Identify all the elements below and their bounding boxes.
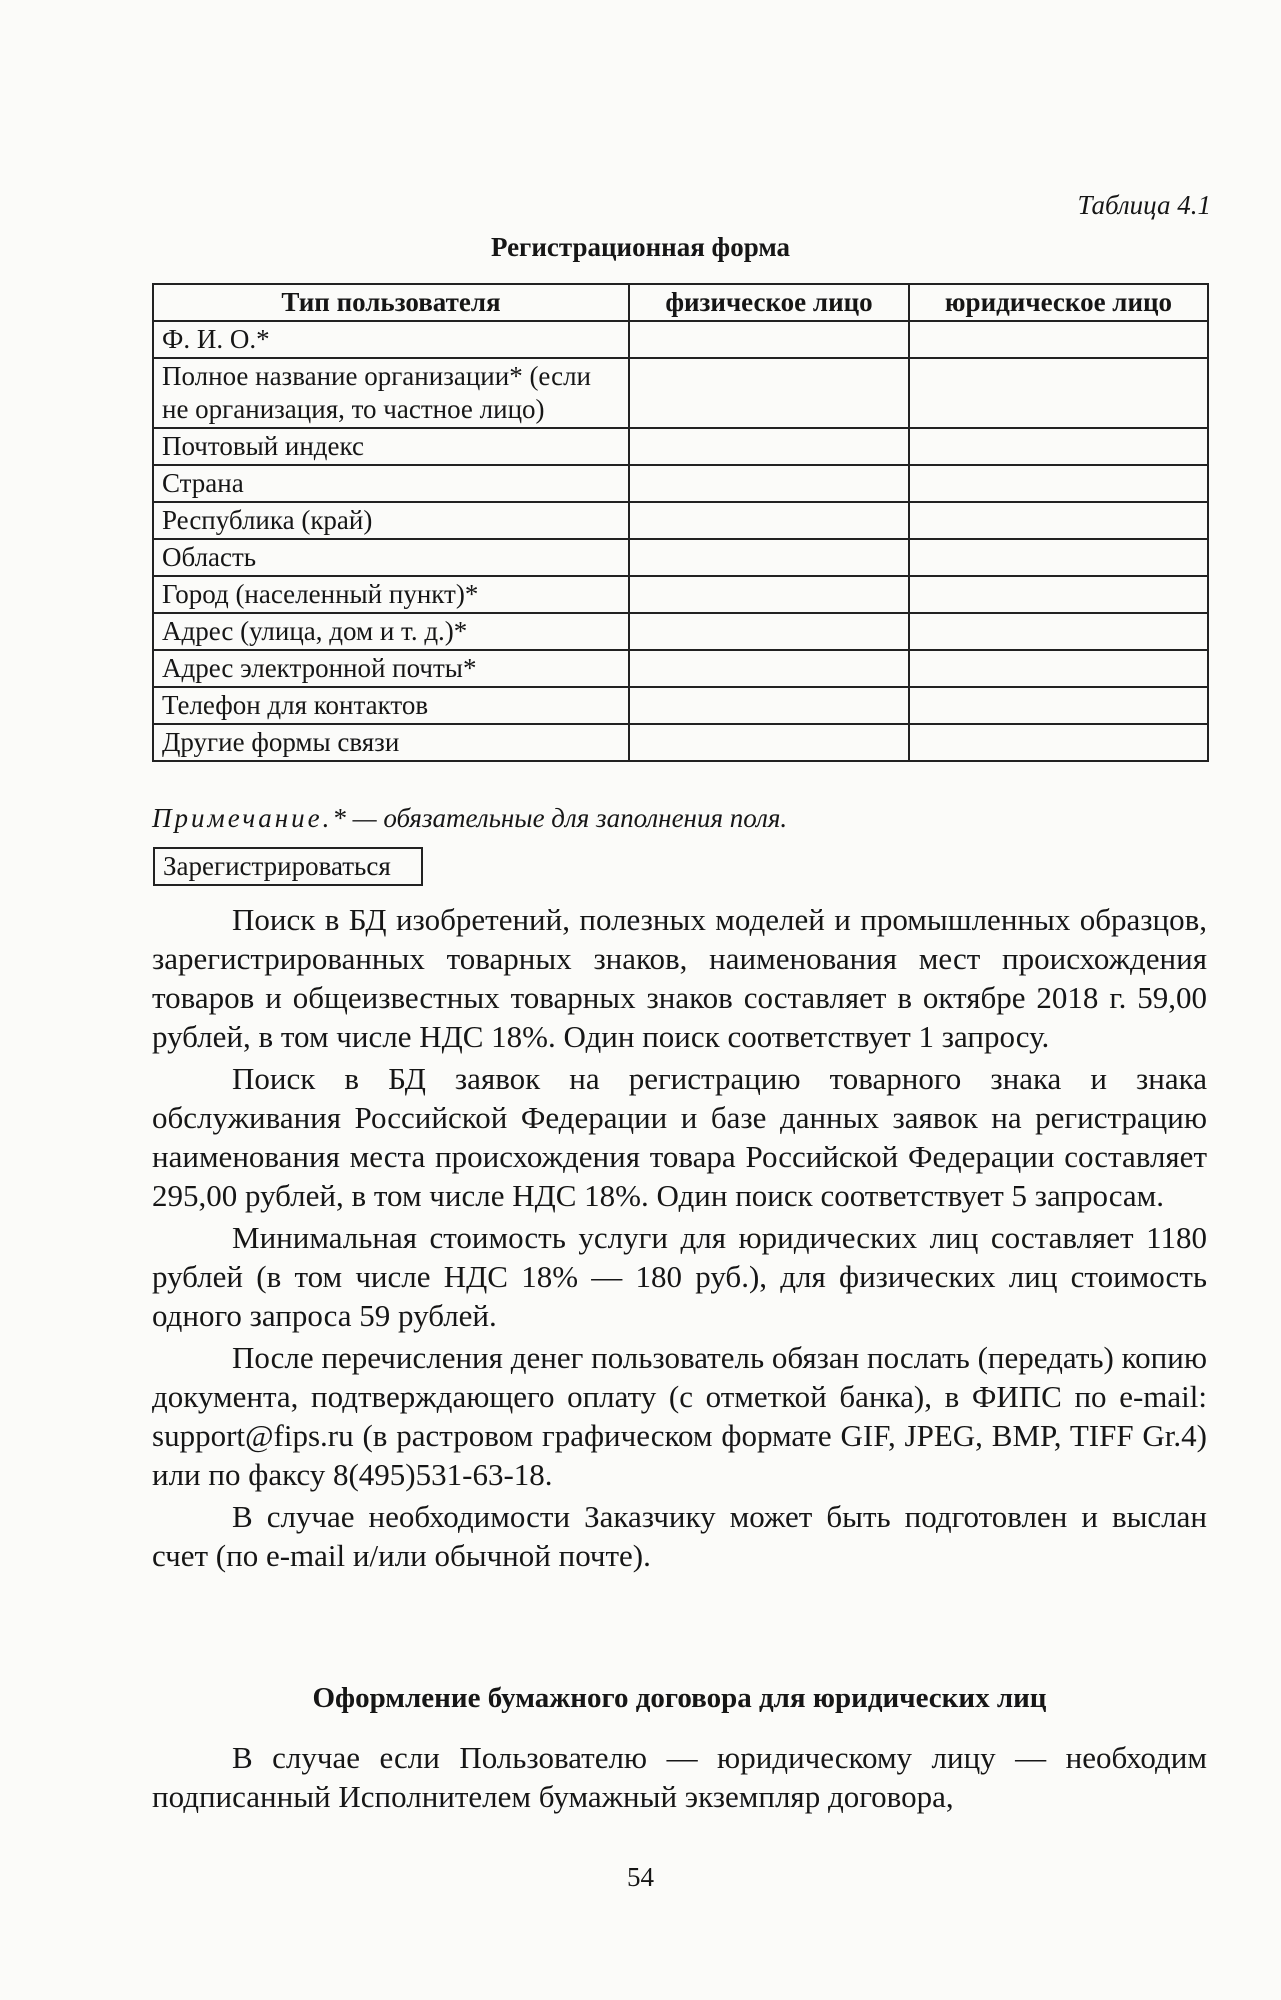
table-header-row [153, 284, 1208, 321]
individual-cell [629, 428, 909, 465]
table-row [153, 576, 1208, 613]
row-label: Телефон для контактов [153, 687, 629, 724]
page-number: 54 [627, 1862, 654, 1892]
individual-cell [629, 724, 909, 761]
row-label: Область [153, 539, 629, 576]
row-label: Почтовый индекс [153, 428, 629, 465]
table-row [153, 687, 1208, 724]
row-label: Страна [153, 465, 629, 502]
paragraph: В случае если Пользователю — юридическому лицу — необходим подписанный Исполнителем бумажный экземпляр договора, [152, 1740, 1207, 1814]
legal-entity-cell [909, 502, 1208, 539]
section-body [152, 1738, 1207, 1816]
paragraph: Поиск в БД заявок на регистрацию товарного знака и знака обслуживания Российской Федерации и базе данных заявок на регистрацию наименования места происхождения товара Российской Федерации составляет 295,00 рублей, в том числе НДС 18%. Один поиск соответствует 5 запросам. [152, 1061, 1207, 1213]
table-row [153, 539, 1208, 576]
row-label: Ф. И. О.* [153, 321, 629, 358]
paragraph: Минимальная стоимость услуги для юридических лиц составляет 1180 рублей (в том числе НДС 18% — 180 руб.), для физических лиц стоимость одного запроса 59 рублей. [152, 1220, 1207, 1333]
note-label: Примечание. [152, 803, 333, 833]
header-user-type: Тип пользователя [153, 284, 629, 321]
legal-entity-cell [909, 650, 1208, 687]
header-individual: физическое лицо [629, 284, 909, 321]
register-button[interactable]: Зарегистрироваться [153, 847, 423, 886]
individual-cell [629, 576, 909, 613]
legal-entity-cell [909, 724, 1208, 761]
table-row [153, 613, 1208, 650]
row-label: Другие формы связи [153, 724, 629, 761]
table-note [152, 803, 787, 834]
section-heading: Оформление бумажного договора для юридических лиц [312, 1682, 1047, 1714]
table-title: Регистрационная форма [490, 232, 791, 262]
table-row [153, 650, 1208, 687]
note-text: * — обязательные для заполнения поля. [332, 803, 788, 833]
individual-cell [629, 650, 909, 687]
table-row [153, 465, 1208, 502]
individual-cell [629, 358, 909, 428]
paragraph: В случае необходимости Заказчику может быть подготовлен и выслан счет (по e-mail и/или обычной почте). [152, 1499, 1207, 1573]
row-label: Адрес электронной почты* [153, 650, 629, 687]
row-label: Город (населенный пункт)* [153, 576, 629, 613]
table-row [153, 428, 1208, 465]
individual-cell [629, 539, 909, 576]
paragraph: Поиск в БД изобретений, полезных моделей и промышленных образцов, зарегистрированных товарных знаков, наименования мест происхождения товаров и общеизвестных товарных знаков составляет в октябре 2018 г. 59,00 рублей, в том числе НДС 18%. Один поиск соответствует 1 запросу. [152, 902, 1207, 1054]
individual-cell [629, 465, 909, 502]
table-row [153, 502, 1208, 539]
row-label: Адрес (улица, дом и т. д.)* [153, 613, 629, 650]
individual-cell [629, 687, 909, 724]
row-label: Полное название организации* (если не организация, то частное лицо) [153, 358, 629, 428]
individual-cell [629, 321, 909, 358]
legal-entity-cell [909, 465, 1208, 502]
table-row [153, 321, 1208, 358]
table-row [153, 358, 1208, 428]
legal-entity-cell [909, 576, 1208, 613]
legal-entity-cell [909, 539, 1208, 576]
table-caption: Таблица 4.1 [1077, 190, 1211, 220]
legal-entity-cell [909, 358, 1208, 428]
header-legal-entity: юридическое лицо [909, 284, 1208, 321]
paragraph: После перечисления денег пользователь обязан послать (передать) копию документа, подтверждающего оплату (с отметкой банка), в ФИПС по e-mail: support@fips.ru (в растровом графическом формате GIF, JPEG, BMP, TIFF Gr.4) или по факсу 8(495)531-63-18. [152, 1340, 1207, 1492]
legal-entity-cell [909, 321, 1208, 358]
legal-entity-cell [909, 613, 1208, 650]
body-text [152, 900, 1207, 1578]
legal-entity-cell [909, 687, 1208, 724]
legal-entity-cell [909, 428, 1208, 465]
row-label: Республика (край) [153, 502, 629, 539]
registration-form-table [152, 283, 1209, 762]
individual-cell [629, 502, 909, 539]
table-row [153, 724, 1208, 761]
individual-cell [629, 613, 909, 650]
